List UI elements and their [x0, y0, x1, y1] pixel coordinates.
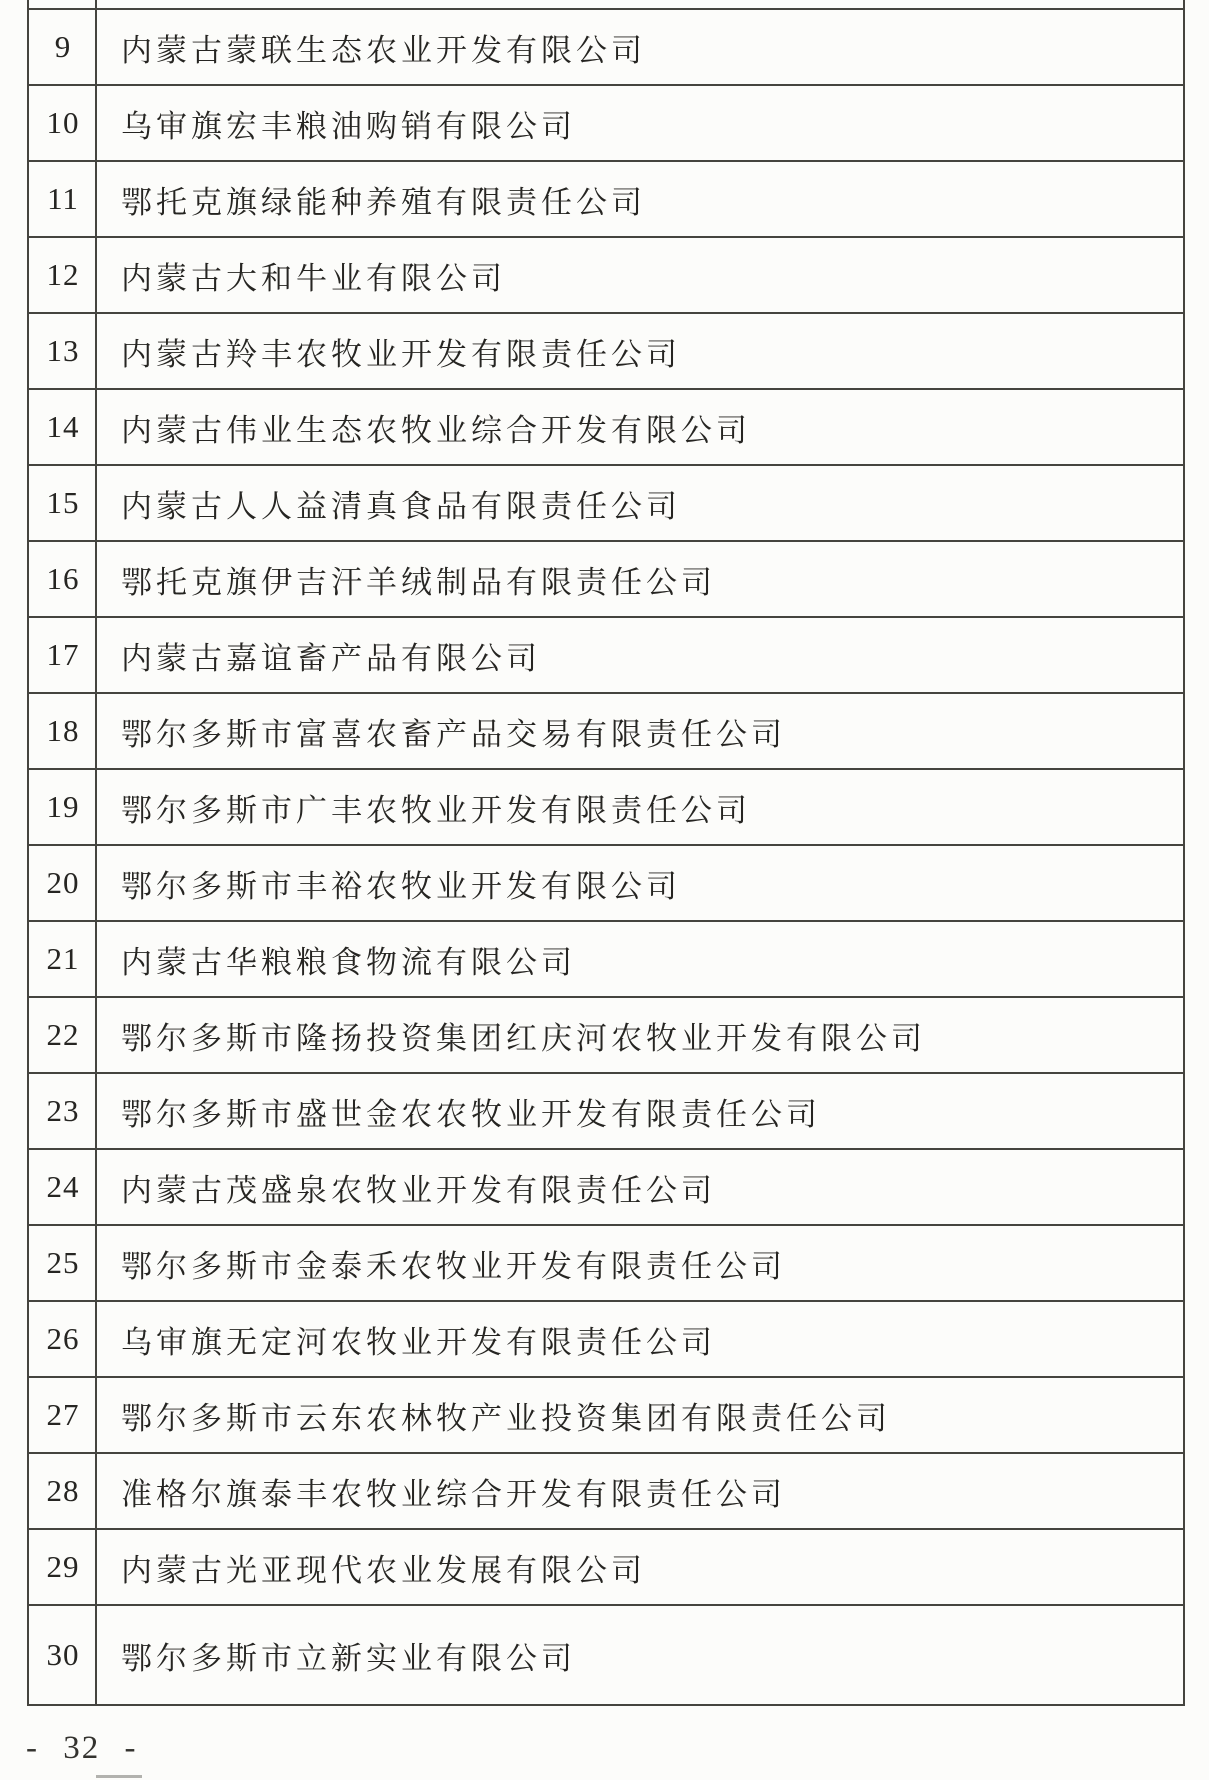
row-number: 15 [46, 485, 80, 520]
table-row [29, 10, 1183, 86]
table-row [29, 390, 1183, 466]
column-divider-line [95, 0, 97, 1706]
table-row [29, 694, 1183, 770]
table-row [29, 1150, 1183, 1226]
company-name: 鄂托克旗绿能种养殖有限责任公司 [121, 184, 646, 220]
scan-artifact-line [96, 1775, 142, 1778]
table-row [29, 846, 1183, 922]
row-number: 17 [46, 637, 80, 672]
company-name: 鄂托克旗伊吉汗羊绒制品有限责任公司 [121, 564, 716, 600]
company-name: 内蒙古光亚现代农业发展有限公司 [121, 1552, 646, 1588]
row-number: 12 [46, 257, 80, 292]
table-row [29, 1378, 1183, 1454]
row-number: 14 [46, 409, 80, 444]
table-row [29, 922, 1183, 998]
table-row [29, 542, 1183, 618]
company-name: 乌审旗无定河农牧业开发有限责任公司 [121, 1324, 716, 1360]
row-number: 19 [46, 789, 80, 824]
row-number: 9 [54, 29, 72, 64]
company-name: 内蒙古大和牛业有限公司 [121, 260, 506, 296]
row-number: 18 [46, 713, 80, 748]
company-name: 鄂尔多斯市广丰农牧业开发有限责任公司 [121, 792, 751, 828]
row-number: 11 [47, 181, 79, 216]
table-top-border [29, 0, 1183, 10]
row-number: 13 [46, 333, 80, 368]
table-row [29, 770, 1183, 846]
company-name: 鄂尔多斯市盛世金农农牧业开发有限责任公司 [121, 1096, 821, 1132]
table-row [29, 314, 1183, 390]
company-name: 内蒙古人人益清真食品有限责任公司 [121, 488, 681, 524]
company-name: 鄂尔多斯市立新实业有限公司 [121, 1640, 576, 1676]
company-name: 鄂尔多斯市隆扬投资集团红庆河农牧业开发有限公司 [121, 1020, 926, 1056]
row-number: 16 [46, 561, 80, 596]
table-row [29, 466, 1183, 542]
row-number: 27 [46, 1397, 80, 1432]
table-row [29, 86, 1183, 162]
table-row [29, 1530, 1183, 1606]
page-number: - 32 - [26, 1730, 138, 1766]
company-name: 鄂尔多斯市云东农林牧产业投资集团有限责任公司 [121, 1400, 891, 1436]
company-name: 内蒙古羚丰农牧业开发有限责任公司 [121, 336, 681, 372]
row-number: 28 [46, 1473, 80, 1508]
company-name: 鄂尔多斯市富喜农畜产品交易有限责任公司 [121, 716, 786, 752]
company-name: 鄂尔多斯市丰裕农牧业开发有限公司 [121, 868, 681, 904]
company-name: 内蒙古蒙联生态农业开发有限公司 [121, 32, 646, 68]
company-name: 准格尔旗泰丰农牧业综合开发有限责任公司 [121, 1476, 786, 1512]
row-number: 21 [46, 941, 80, 976]
company-name: 内蒙古茂盛泉农牧业开发有限责任公司 [121, 1172, 716, 1208]
table-row [29, 162, 1183, 238]
table-row [29, 1226, 1183, 1302]
row-number: 30 [46, 1637, 80, 1672]
company-name: 内蒙古嘉谊畜产品有限公司 [121, 640, 541, 676]
row-number: 10 [46, 105, 80, 140]
table-row [29, 1454, 1183, 1530]
row-number: 25 [46, 1245, 80, 1280]
row-number: 26 [46, 1321, 80, 1356]
table-row [29, 238, 1183, 314]
company-list-table [27, 0, 1185, 1706]
company-table-body [29, 10, 1183, 1706]
company-name: 内蒙古伟业生态农牧业综合开发有限公司 [121, 412, 751, 448]
table-row [29, 1302, 1183, 1378]
row-number: 23 [46, 1093, 80, 1128]
table-row [29, 1606, 1183, 1706]
row-number: 20 [46, 865, 80, 900]
row-number: 24 [46, 1169, 80, 1204]
company-name: 乌审旗宏丰粮油购销有限公司 [121, 108, 576, 144]
company-name: 内蒙古华粮粮食物流有限公司 [121, 944, 576, 980]
row-number: 22 [46, 1017, 80, 1052]
table-row [29, 998, 1183, 1074]
table-row [29, 618, 1183, 694]
company-name: 鄂尔多斯市金泰禾农牧业开发有限责任公司 [121, 1248, 786, 1284]
table-row [29, 1074, 1183, 1150]
row-number: 29 [46, 1549, 80, 1584]
